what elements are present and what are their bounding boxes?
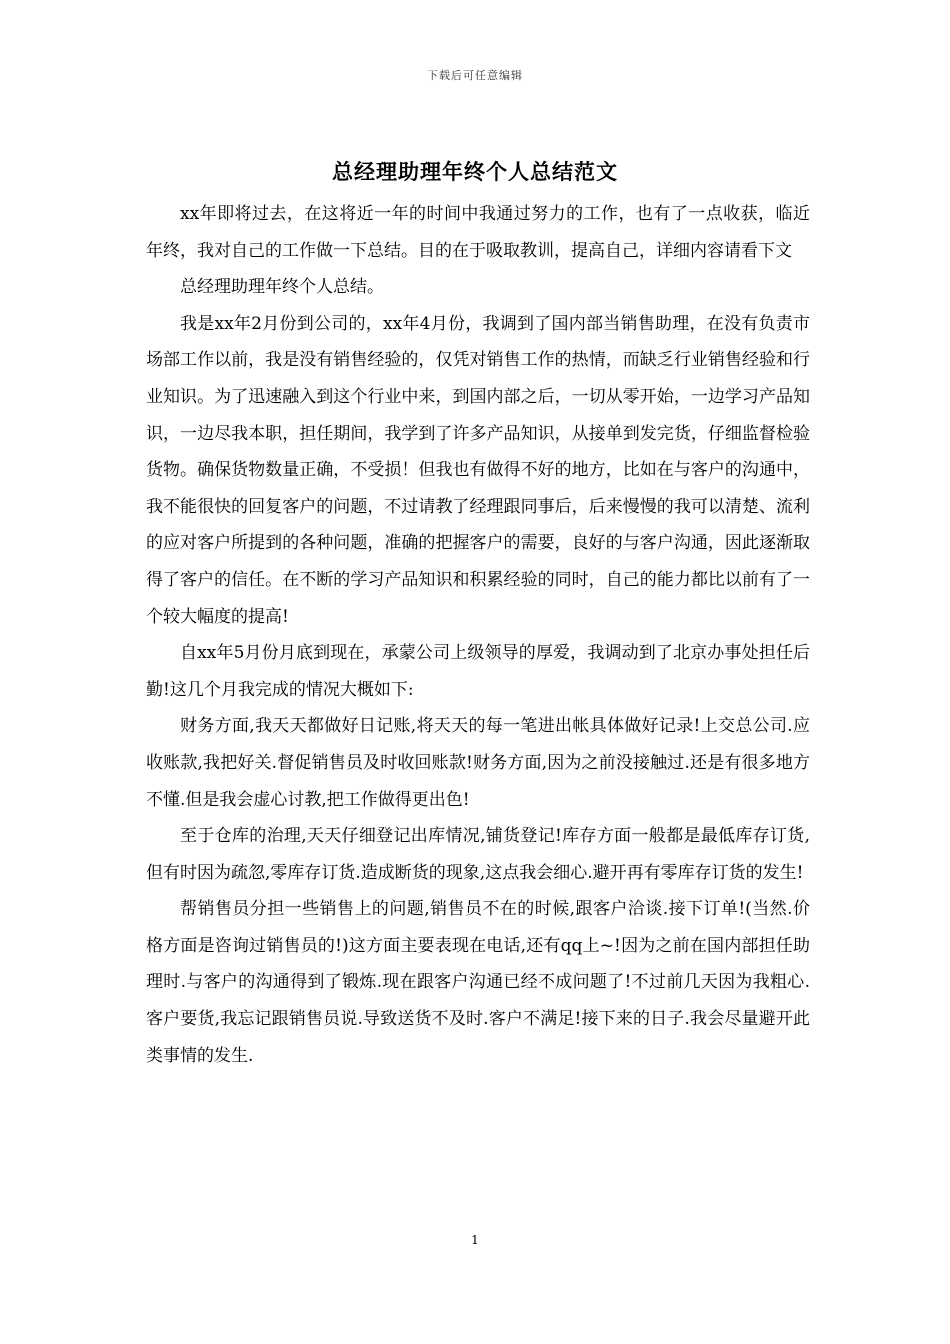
paragraph-intro: xx年即将过去，在这将近一年的时间中我通过努力的工作，也有了一点收获，临近年终，我对自己的工作做一下总结。目的在于吸取教训，提高自己，详细内容请看下文 [146, 204, 810, 261]
paragraph-experience: 我是xx年2月份到公司的，xx年4月份，我调到了国内部当销售助理，在没有负责市场部工作以前，我是没有销售经验的，仅凭对销售工作的热情，而缺乏行业销售经验和行业知识。为了迅速融入到这个行业中来，到国内部之后，一切从零开始，一边学习产品知识，一边尽我本职，担任期间，我学到了许多产品知识，从接单到发完货，仔细监督检验货物。确保货物数量正确，不受损！但我也有做得不好的地方，比如在与客户的沟通中，我不能很快的回复客户的问题，不过请教了经理跟同事后，后来慢慢的我可以清楚、流利的应对客户所提到的各种问题，准确的把握客户的需要，良好的与客户沟通，因此逐渐取得了客户的信任。在不断的学习产品知识和积累经验的同时，自己的能力都比以前有了一个较大幅度的提高! [146, 313, 810, 627]
page-number: 1 [471, 1233, 479, 1247]
paragraph-warehouse: 至于仓库的治理,天天仔细登记出库情况,铺货登记!库存方面一般都是最低库存订货,但有时因为疏忽,零库存订货.造成断货的现象,这点我会细心.避开再有零库存订货的发生! [146, 826, 810, 883]
paragraph-sales-support: 帮销售员分担一些销售上的问题,销售员不在的时候,跟客户洽谈.接下订单!(当然.价格方面是咨询过销售员的!)这方面主要表现在电话,还有qq上~!因为之前在国内部担任助理时.与客户的沟通得到了锻炼.现在跟客户沟通已经不成问题了!不过前几天因为我粗心.客户要货,我忘记跟销售员说.导致送货不及时.客户不满足!接下来的日子.我会尽量避开此类事情的发生. [146, 899, 810, 1066]
paragraph-finance: 财务方面,我天天都做好日记账,将天天的每一笔进出帐具体做好记录!上交总公司.应收账款,我把好关.督促销售员及时收回账款!财务方面,因为之前没接触过.还是有很多地方不懂.但是我会虚心讨教,把工作做得更出色! [146, 716, 810, 810]
document-title: 总经理助理年终个人总结范文 [332, 159, 618, 184]
paragraph-subtitle: 总经理助理年终个人总结。 [180, 277, 384, 298]
document-body [146, 196, 810, 1074]
header-note: 下载后可任意编辑 [427, 69, 523, 82]
paragraph-transfer: 自xx年5月份月底到现在，承蒙公司上级领导的厚爱，我调动到了北京办事处担任后勤!这几个月我完成的情况大概如下: [146, 643, 810, 700]
